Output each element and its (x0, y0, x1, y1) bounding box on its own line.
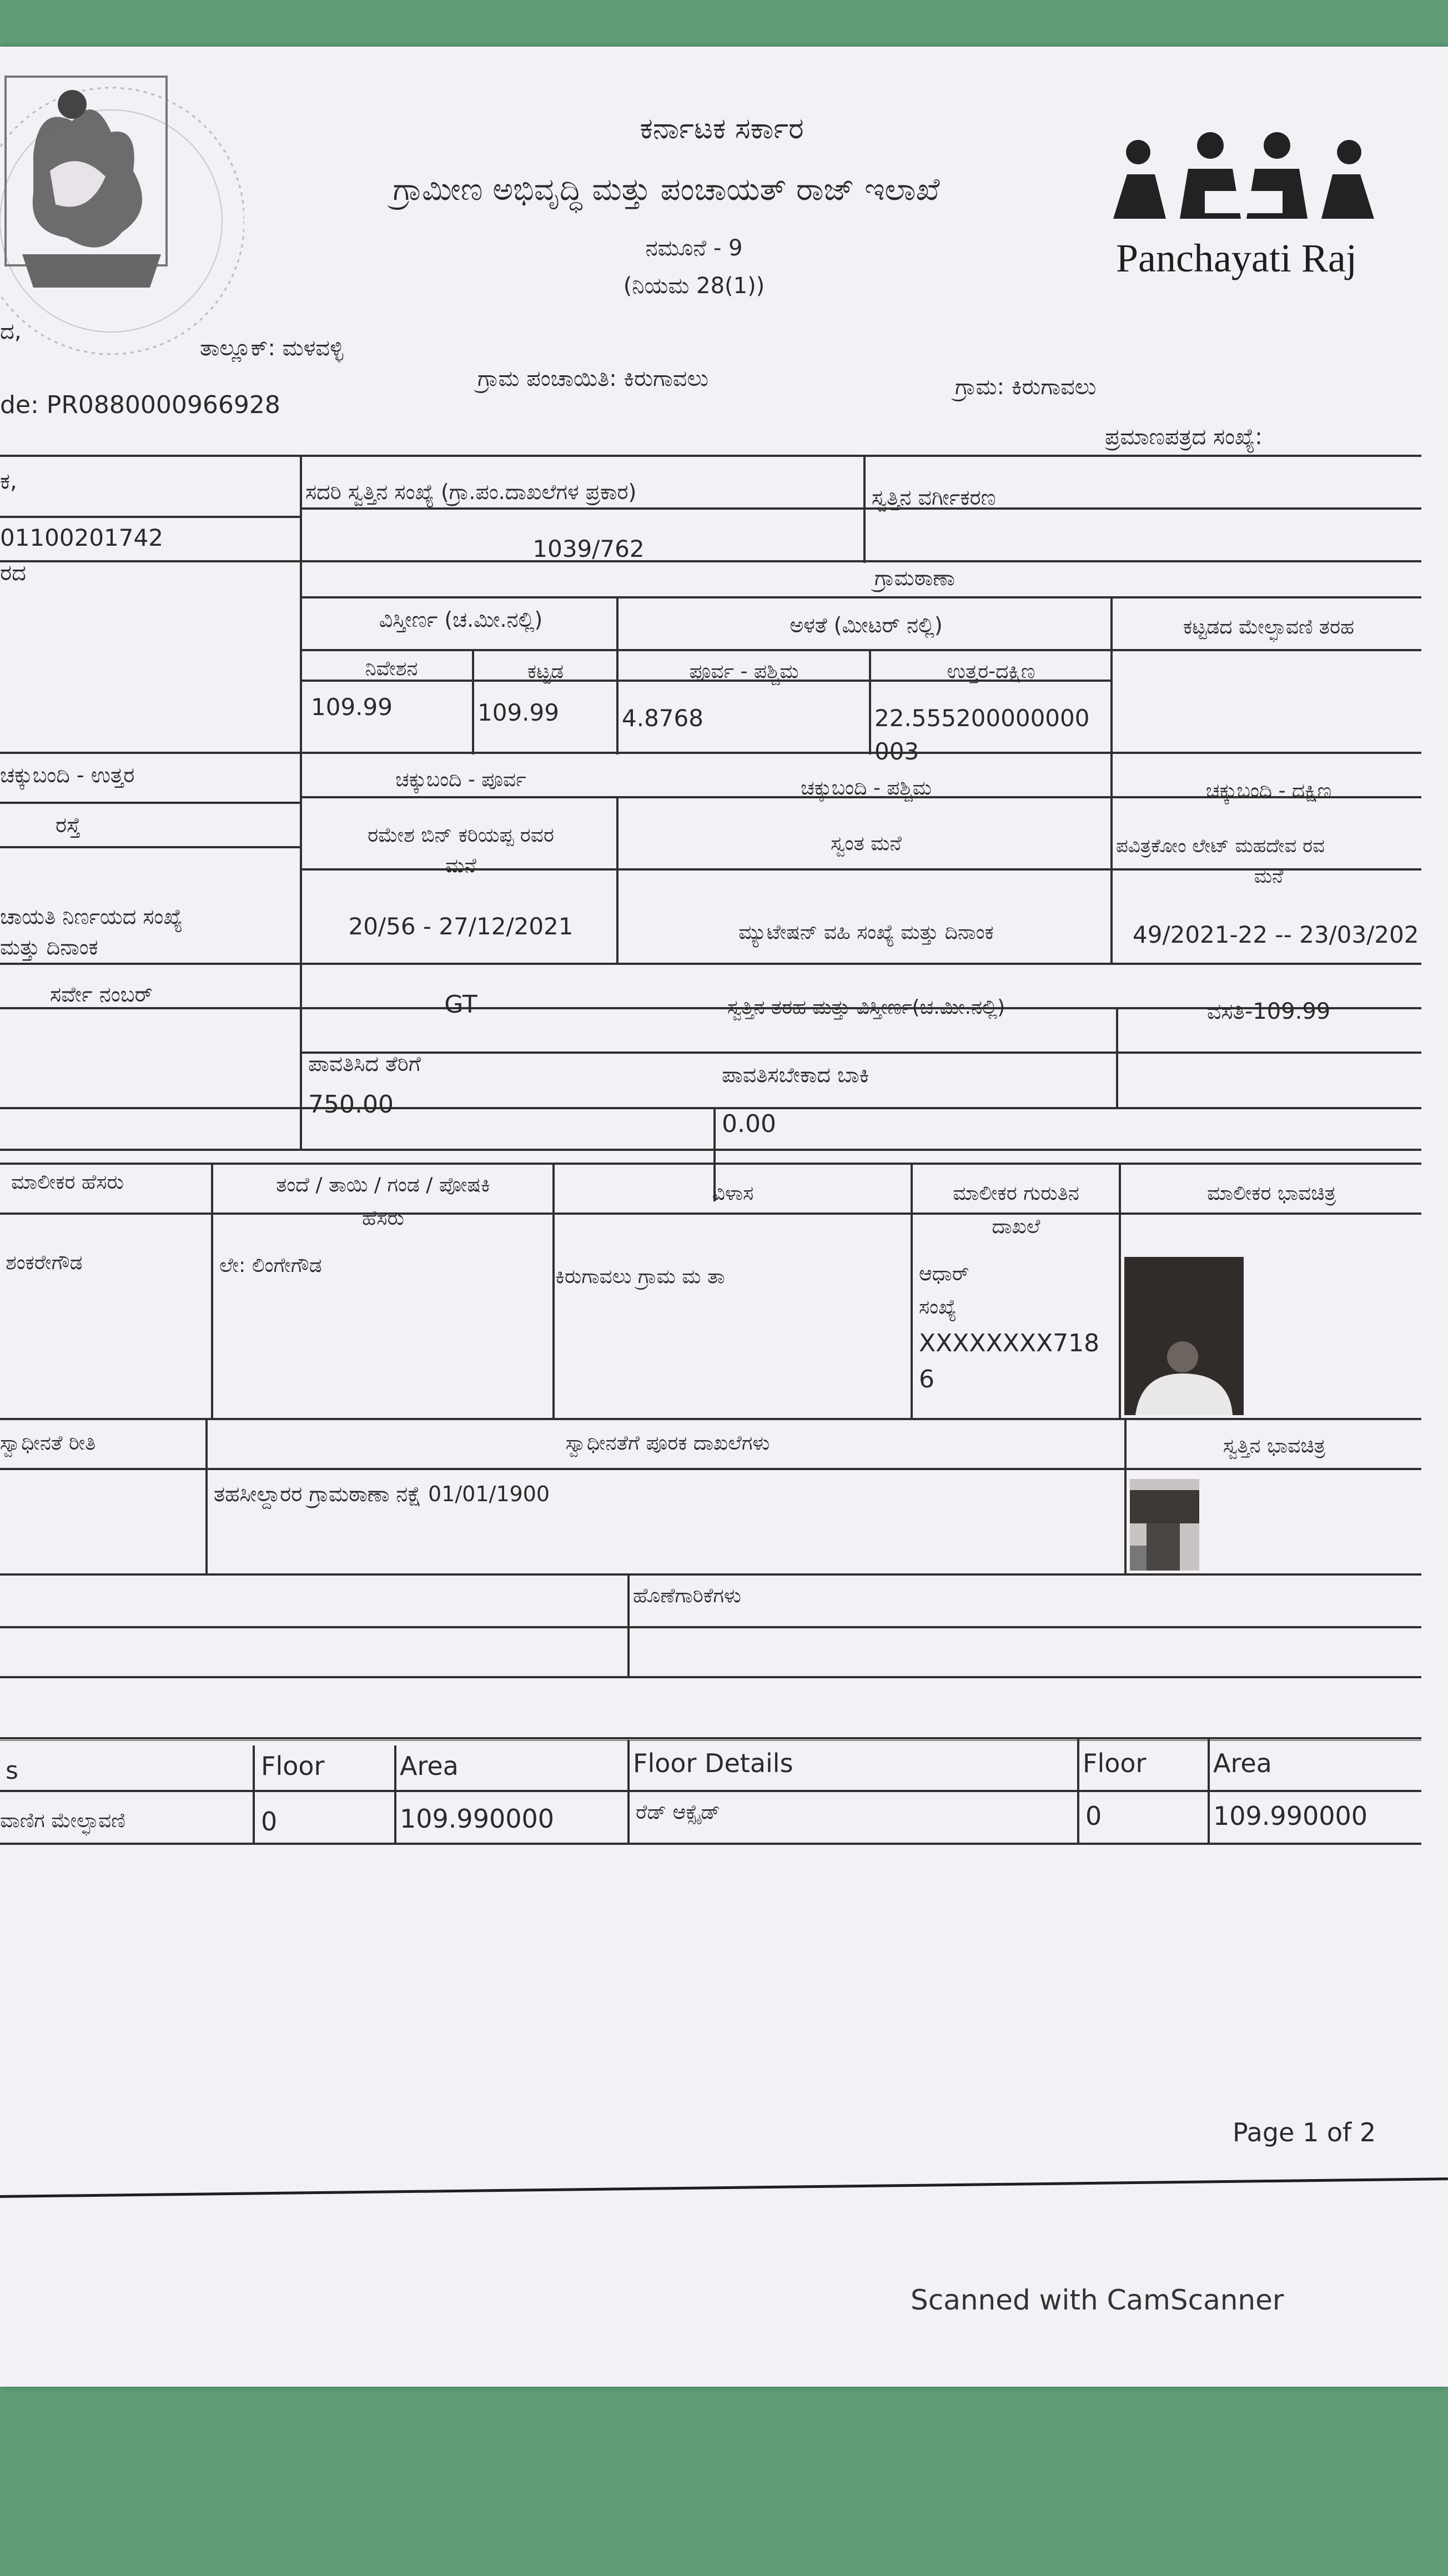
possession-method-label: ಸ್ವಾಧೀನತೆ ರೀತಿ (0, 1432, 96, 1455)
row-line (0, 1676, 1421, 1678)
row-line (0, 1212, 1421, 1215)
document-code: de: PR0880000966928 (0, 391, 280, 419)
brand-name: Panchayati Raj (1116, 236, 1357, 280)
floor-value: 0 (261, 1807, 278, 1837)
site-area-value: 109.99 (311, 693, 393, 721)
row-line (0, 1163, 1421, 1165)
panchayati-raj-logo-icon (1105, 130, 1382, 230)
building-label: ಕಟ್ಟಡ (527, 660, 564, 683)
row-line (0, 516, 300, 518)
tax-paid-label: ಪಾವತಿಸಿದ ತೆರಿಗೆ (308, 1051, 421, 1076)
south-boundary-value: ಪವಿತ್ರಕೋಂ ಲೇಟ್ ಮಹದೇವ ರವ (1116, 835, 1325, 857)
col-line (1077, 1737, 1079, 1843)
row-line (300, 1051, 1421, 1054)
property-photo-label: ಸ್ವತ್ತಿನ ಭಾವಚಿತ್ರ (1223, 1435, 1326, 1457)
north-boundary-value: ರಸ್ತೆ (56, 813, 81, 837)
left-fragment: ದ, (0, 319, 22, 344)
row-line (300, 649, 1421, 651)
col-line (205, 1418, 208, 1573)
area-header-right: Area (1213, 1748, 1272, 1778)
owner-id-doc-value: ಸಂಖ್ಯೆ (919, 1296, 957, 1319)
owner-id-doc-label-cont: ದಾಖಲೆ (992, 1215, 1040, 1238)
north-south-label: ಉತ್ತರ-ದಕ್ಷಿಣ (947, 660, 1035, 683)
property-class-value: ಗ್ರಾಮಠಾಣಾ (874, 566, 955, 590)
building-area-value: 109.99 (477, 699, 559, 726)
row-line (0, 846, 300, 848)
col-line (1124, 1418, 1127, 1573)
property-type-area-label: ಸ್ವತ್ತಿನ ತರಹ ಮತ್ತು ವಿಸ್ತೀರ್ಣ(ಚ.ಮೀ.ನಲ್ಲಿ) (727, 996, 1005, 1019)
col-line (552, 1163, 555, 1418)
col-line (211, 1163, 213, 1418)
building-roof-type-label: ಕಟ್ಟಡದ ಮೇಲ್ಛಾವಣಿ ತರಹ (1183, 616, 1354, 638)
col-line (616, 796, 619, 963)
east-west-value: 4.8768 (622, 705, 703, 732)
east-west-label: ಪೂರ್ವ - ಪಶ್ಚಿಮ (689, 660, 799, 683)
owner-name-value: ಶಂಕರೇಗೌಡ (6, 1251, 83, 1274)
parent-name-label-cont: ಹೆಸರು (362, 1207, 404, 1230)
west-boundary-value: ಸ್ವಂತ ಮನೆ (831, 832, 902, 855)
tax-due-label: ಪಾವತಿಸಬೇಕಾದ ಬಾಕಿ (722, 1063, 869, 1087)
col-line (472, 649, 474, 754)
owner-id-doc-value: ಆಧಾರ್ (919, 1262, 969, 1285)
parent-name-value: ಲೇ: ಲಿಂಗೇಗೌಡ (219, 1254, 322, 1277)
possession-docs-label: ಸ್ವಾಧೀನತೆಗೆ ಪೂರಕ ದಾಖಲೆಗಳು (565, 1432, 770, 1455)
property-number-label: ಸದರಿ ಸ್ವತ್ತಿನ ಸಂಖ್ಯೆ (ಗ್ರಾ.ಪಂ.ದಾಖಲೆಗಳ ಪ್ರಕಾರ) (305, 480, 637, 504)
property-number-value: 1039/762 (532, 535, 645, 562)
property-type-area-value: ವಸತಿ-109.99 (1206, 999, 1331, 1024)
row-line (300, 596, 1421, 598)
col-line (253, 1745, 255, 1844)
col-line (1119, 1163, 1121, 1418)
property-class-label: ಸ್ವತ್ತಿನ ವರ್ಗೀಕರಣ (872, 485, 996, 510)
possession-docs-value: ತಹಸೀಲ್ದಾರರ ಗ್ರಾಮಠಾಣಾ ನಕ್ಷೆ 01/01/1900 (214, 1482, 550, 1506)
mutation-value: 49/2021-22 -- 23/03/202 (1133, 921, 1419, 948)
footer-rule (0, 2177, 1448, 2198)
row-line (0, 1626, 1421, 1628)
area-value: 109.990000 (400, 1804, 555, 1834)
row-line (300, 1107, 1421, 1109)
site-label: ನಿವೇಶನ (365, 657, 418, 680)
survey-number-value: GT (444, 990, 477, 1019)
west-boundary-label: ಚಕ್ಕುಬಂದಿ - ಪಶ್ಚಿಮ (801, 777, 932, 799)
row-line (0, 1418, 1421, 1420)
floors-left-header: s (6, 1757, 18, 1785)
owner-photo (1124, 1257, 1244, 1415)
rule-number: (ನಿಯಮ 28(1)) (623, 273, 765, 299)
govt-title: ಕರ್ನಾಟಕ ಸರ್ಕಾರ (640, 112, 804, 145)
col-line (1208, 1737, 1210, 1843)
owner-id-doc-label: ಮಾಲೀಕರ ಗುರುತಿನ (953, 1182, 1079, 1205)
scanner-watermark: Scanned with CamScanner (911, 2284, 1284, 2316)
col-line (394, 1745, 396, 1844)
floor-details-value: ರೆಡ್ ಆಕ್ಸೈಡ್ (636, 1801, 721, 1824)
row-line (0, 1468, 1421, 1470)
col-line (1110, 596, 1113, 963)
left-fragment: ಕ, (0, 469, 17, 494)
karnataka-emblem-seal (0, 54, 244, 365)
address-value: ಕಿರುಗಾವಲು ಗ್ರಾಮ ಮ ತಾ (555, 1265, 725, 1288)
dimension-label: ಅಳತೆ (ಮೀಟರ್ ನಲ್ಲಿ) (790, 613, 943, 637)
col-line (300, 455, 302, 1149)
row-line (0, 963, 1421, 965)
parent-name-label: ತಂದೆ / ತಾಯಿ / ಗಂಡ / ಪೋಷಕಿ (276, 1174, 490, 1196)
row-line (0, 1843, 1421, 1845)
floor-header-right: Floor (1083, 1748, 1147, 1778)
north-boundary-label: ಚಕ್ಕುಬಂದಿ - ಉತ್ತರ (0, 763, 135, 787)
col-line (627, 1573, 630, 1676)
floors-left-row: ವಾಣಿಗ ಮೇಲ್ಛಾವಣಿ (0, 1809, 125, 1832)
panchayat-label: ಗ್ರಾಮ ಪಂಚಾಯಿತಿ: ಕಿರುಗಾವಲು (477, 366, 709, 391)
dept-title: ಗ್ರಾಮೀಣ ಅಭಿವೃದ್ಧಿ ಮತ್ತು ಪಂಚಾಯತ್ ರಾಜ್ ಇಲಾಖೆ (393, 172, 940, 208)
owner-name-label: ಮಾಲೀಕರ ಹೆಸರು (11, 1171, 124, 1194)
north-south-value-cont: 003 (874, 738, 919, 765)
row-line (0, 1573, 1421, 1576)
certificate-number-label: ಪ್ರಮಾಣಪತ್ರದ ಸಂಖ್ಯೆ: (1105, 424, 1263, 450)
survey-number-label: ಸರ್ವೇ ನಂಬರ್ (50, 982, 153, 1007)
col-line (911, 1163, 913, 1418)
encumbrance-label: ಹೊಣೆಗಾರಿಕೆಗಳು (633, 1584, 741, 1607)
floor-value-right: 0 (1085, 1801, 1102, 1831)
form-number: ನಮೂನೆ - 9 (645, 235, 743, 261)
mutation-label: ಮ್ಯುಟೇಷನ್ ವಹಿ ಸಂಖ್ಯೆ ಮತ್ತು ದಿನಾಂಕ (738, 921, 994, 944)
area-label: ವಿಸ್ತೀರ್ಣ (ಚ.ಮೀ.ನಲ್ಲಿ) (379, 607, 543, 632)
south-boundary-label: ಚಕ್ಕುಬಂದಿ - ದಕ್ಷಿಣ (1205, 779, 1332, 802)
owner-photo-label: ಮಾಲೀಕರ ಭಾವಚಿತ್ರ (1206, 1182, 1336, 1205)
floor-details-header: Floor Details (633, 1748, 793, 1778)
property-photo (1130, 1479, 1199, 1571)
east-boundary-label: ಚಕ್ಕುಬಂದಿ - ಪೂರ್ವ (395, 768, 526, 791)
east-boundary-value: ರಮೇಶ ಬಿನ್ ಕರಿಯಪ್ಪ ರವರ (368, 824, 554, 847)
area-value-right: 109.990000 (1213, 1801, 1368, 1831)
resolution-label-cont: ಮತ್ತು ದಿನಾಂಕ (0, 935, 98, 959)
row-line (0, 752, 1421, 754)
col-line (869, 649, 871, 754)
north-south-value: 22.555200000000 (874, 705, 1090, 732)
owner-id-number: XXXXXXXX718 (919, 1329, 1100, 1357)
south-boundary-value-cont: ಮನೆ (1254, 866, 1284, 888)
left-fragment: ರದ (0, 560, 26, 586)
taluk-label: ತಾಲ್ಲೂಕ್: ಮಳವಳ್ಳಿ (200, 335, 344, 361)
row-line (0, 455, 1421, 457)
village-label: ಗ್ರಾಮ: ಕಿರುಗಾವಲು (955, 374, 1097, 400)
row-line (300, 507, 1421, 510)
resolution-label: ಚಾಯತಿ ನಿರ್ಣಯದ ಸಂಖ್ಯೆ (0, 904, 183, 929)
col-line (627, 1740, 630, 1844)
row-line (0, 1149, 1421, 1151)
floor-header: Floor (261, 1751, 325, 1781)
owner-id-number-cont: 6 (919, 1365, 934, 1393)
address-label: ವಿಳಾಸ (712, 1182, 754, 1205)
resolution-value: 20/56 - 27/12/2021 (348, 913, 574, 940)
page-number: Page 1 of 2 (1233, 2117, 1376, 2147)
tax-paid-value: 750.00 (308, 1090, 394, 1119)
row-line (0, 802, 300, 804)
col-line (616, 596, 619, 754)
document-page (0, 47, 1448, 2387)
row-line (0, 1107, 300, 1109)
east-boundary-value-cont: ಮನೆ (445, 854, 476, 877)
tax-due-value: 0.00 (722, 1110, 776, 1138)
area-header: Area (400, 1751, 459, 1781)
property-id: 01100201742 (0, 524, 163, 551)
